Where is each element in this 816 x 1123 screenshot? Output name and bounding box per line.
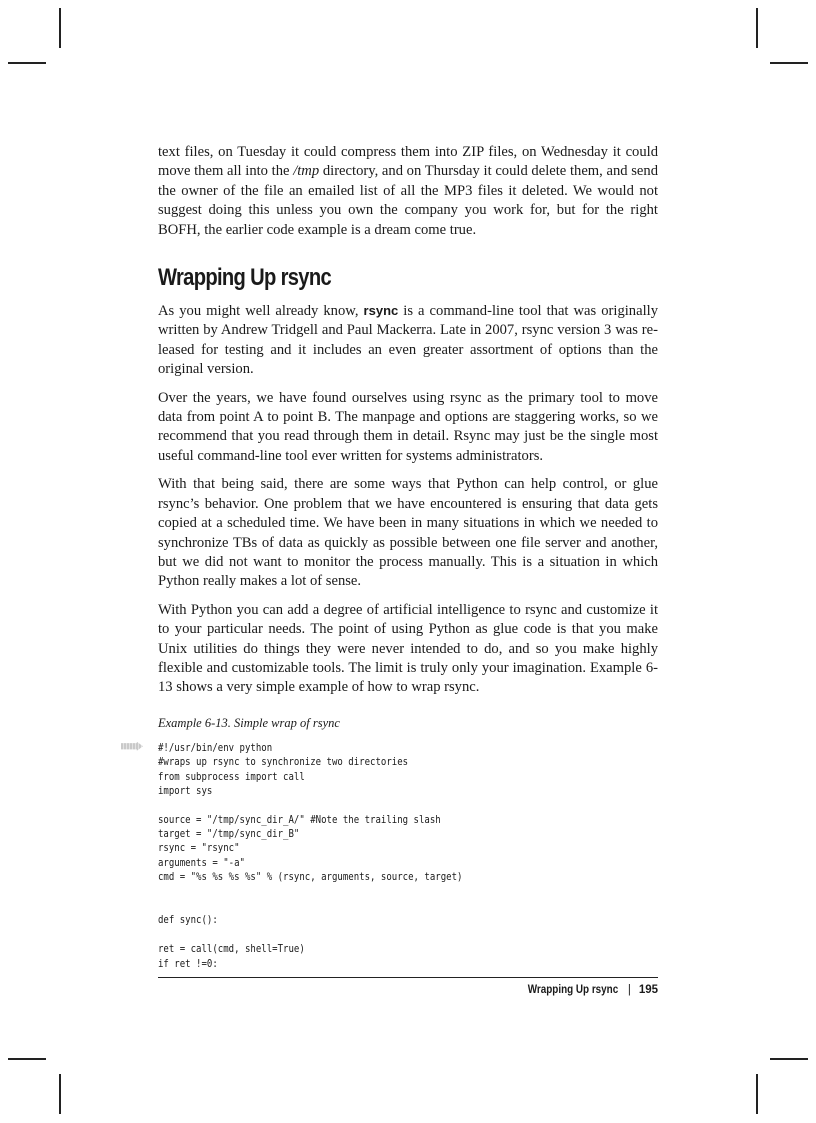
paragraph-manpage: Over the years, we have found ourselves using rsync as the primary tool to move data from point A to point B. The manpage and options are staggering works, so we recommend that you read through them in detail. Rsync may just be the single most useful command-line tool ever written for systems administrators. <box>158 389 658 464</box>
code-line: target = "/tmp/sync_dir_B" <box>158 828 300 841</box>
footer-separator: | <box>627 984 631 996</box>
paragraph-python-glue: With Python you can add a degree of artificial intelligence to rsync and customize it to your particular needs. The point of using Python as glue code is that you make Unix utilities do things they were never intended to do, and so you make highly flexible and customizable tools. The limit is truly only your imagination. Example 6-13 shows a very simple example of how to wrap rsync. <box>158 601 658 696</box>
code-arrow-icon <box>121 742 143 751</box>
code-line <box>158 928 588 942</box>
page-content <box>158 143 658 971</box>
crop-mark-top-left-horizontal <box>8 62 46 64</box>
page-footer <box>513 984 658 996</box>
crop-mark-top-right-horizontal <box>770 62 808 64</box>
crop-mark-top-left-vertical <box>59 8 61 48</box>
paragraph-1-end: is a command-line tool that was originally written by Andrew Tridgell and Paul Mackerra. Late in 2007, rsync version 3 was released for testing and it includes an even greater assortment of options than the original version. <box>158 303 658 378</box>
code-line: from subprocess import call <box>158 770 305 783</box>
paragraph-python-control: With that being said, there are some ways that Python can help control, or glue rsync’s behavior. One problem that we have encountered is ensuring that data gets copied at a scheduled time. We have been in many situations in which we needed to synchronize TBs of data as quickly as possible between one file server and another, but we did not want to monitor the process manually. This is a situation in which Python really makes a lot of sense. <box>158 476 658 590</box>
code-line: #wraps up rsync to synchronize two directories <box>158 756 409 769</box>
code-line: #!/usr/bin/env python <box>158 741 273 754</box>
code-line <box>158 885 588 899</box>
crop-mark-top-right-vertical <box>756 8 758 48</box>
code-line <box>158 798 588 812</box>
intro-paragraph <box>158 143 658 240</box>
intro-text-start: text files, on Tuesday it could compress them into ZIP files, on Wednesday it could move them all into the <box>158 144 658 180</box>
crop-mark-bottom-right-horizontal <box>770 1058 808 1060</box>
code-block <box>158 741 658 971</box>
page-number: 195 <box>638 984 658 996</box>
code-line: def sync(): <box>158 914 218 927</box>
code-line: rsync = "rsync" <box>158 842 240 855</box>
section-heading: Wrapping Up rsync <box>158 264 332 292</box>
crop-mark-bottom-right-vertical <box>756 1074 758 1114</box>
code-line <box>158 899 588 913</box>
paragraph-rsync-intro <box>158 301 658 380</box>
example-caption: Example 6-13. Simple wrap of rsync <box>158 715 340 730</box>
running-title: Wrapping Up rsync <box>527 984 618 996</box>
code-line: import sys <box>158 784 213 797</box>
code-line: ret = call(cmd, shell=True) <box>158 943 305 956</box>
intro-text-end: directory, and on Thursday it could delete them, and send the owner of the file an emailed list of all the MP3 files it deleted. We would not suggest doing this unless you own the company you work for, but for the right BOFH, the earlier code example is a dream come true. <box>158 163 659 238</box>
crop-mark-bottom-left-vertical <box>59 1074 61 1114</box>
footer-rule <box>158 977 658 978</box>
code-line: if ret !=0: <box>158 957 218 970</box>
crop-mark-bottom-left-horizontal <box>8 1058 46 1060</box>
rsync-inline-code: rsync <box>363 303 399 319</box>
paragraph-1-start: As you might well already know, <box>158 303 364 320</box>
code-line: source = "/tmp/sync_dir_A/" #Note the trailing slash <box>158 813 441 826</box>
code-line: arguments = "-a" <box>158 856 245 869</box>
tmp-directory-path: /tmp <box>293 163 320 180</box>
code-line: cmd = "%s %s %s %s" % (rsync, arguments, source, target) <box>158 871 463 884</box>
